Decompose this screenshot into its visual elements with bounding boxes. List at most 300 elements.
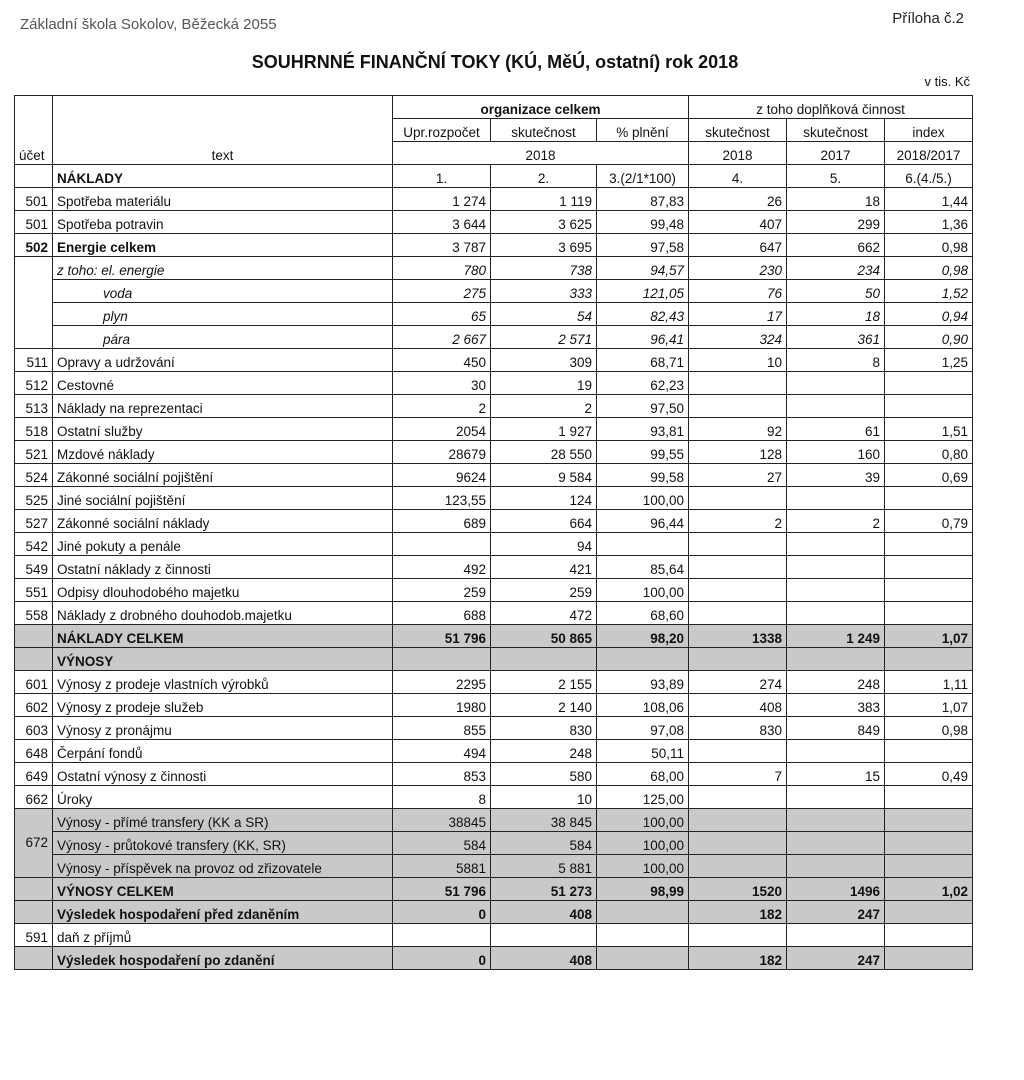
- row-label: Čerpání fondů: [53, 740, 393, 763]
- value-c1: 51 796: [393, 878, 491, 901]
- value-c3: 85,64: [597, 556, 689, 579]
- col-year-b: 2017: [787, 142, 885, 165]
- value-c5: [787, 487, 885, 510]
- value-c4: 17: [689, 303, 787, 326]
- value-c3: 87,83: [597, 188, 689, 211]
- value-c4: 26: [689, 188, 787, 211]
- value-c2: 738: [491, 257, 597, 280]
- school-name: Základní škola Sokolov, Běžecká 2055: [20, 16, 277, 33]
- empty-cell: [885, 901, 973, 924]
- col-budget: Upr.rozpočet: [393, 119, 491, 142]
- value-c3: 93,89: [597, 671, 689, 694]
- row-label: Spotřeba potravin: [53, 211, 393, 234]
- row-label: Výsledek hospodaření před zdaněním: [53, 901, 393, 924]
- column-number-row: [15, 165, 973, 188]
- value-c1: 494: [393, 740, 491, 763]
- value-c4: [689, 533, 787, 556]
- value-c3: 68,00: [597, 763, 689, 786]
- value-c6: [885, 372, 973, 395]
- col-actual-2018: skutečnost: [689, 119, 787, 142]
- empty-cell: [885, 947, 973, 970]
- value-c5: [787, 740, 885, 763]
- empty-cell: [885, 809, 973, 832]
- value-c1: 28679: [393, 441, 491, 464]
- value-c1: 1 274: [393, 188, 491, 211]
- value-c5: [787, 602, 885, 625]
- value-c5: 18: [787, 188, 885, 211]
- empty-cell: [597, 901, 689, 924]
- empty-cell: [689, 648, 787, 671]
- value-c5: 8: [787, 349, 885, 372]
- col-num-5: 5.: [787, 165, 885, 188]
- value-c2: 333: [491, 280, 597, 303]
- value-c2: 19: [491, 372, 597, 395]
- row-label: Výsledek hospodaření po zdanění: [53, 947, 393, 970]
- value-c6: 0,49: [885, 763, 973, 786]
- value-c6: 1,07: [885, 625, 973, 648]
- value-c4: 407: [689, 211, 787, 234]
- col-ucet: účet: [15, 96, 53, 165]
- empty-cell: [393, 924, 491, 947]
- empty-cell: [787, 832, 885, 855]
- account-cell: 649: [15, 763, 53, 786]
- value-c5: 849: [787, 717, 885, 740]
- row-label: Zákonné sociální náklady: [53, 510, 393, 533]
- value-c5: 160: [787, 441, 885, 464]
- row-label: Výnosy - příspěvek na provoz od zřizovatele: [53, 855, 393, 878]
- value-c2: 51 273: [491, 878, 597, 901]
- row-label: pára: [53, 326, 393, 349]
- col-index: index: [885, 119, 973, 142]
- value-c4: 128: [689, 441, 787, 464]
- page-title: SOUHRNNÉ FINANČNÍ TOKY (KÚ, MěÚ, ostatní) rok 2018: [251, 52, 739, 72]
- value-c2: 94: [491, 533, 597, 556]
- value-c3: 108,06: [597, 694, 689, 717]
- table-row: [15, 349, 973, 372]
- value-c5: 383: [787, 694, 885, 717]
- value-c4: [689, 556, 787, 579]
- row-label: Cestovné: [53, 372, 393, 395]
- value-c4: 274: [689, 671, 787, 694]
- value-c5: 2: [787, 510, 885, 533]
- value-c3: 100,00: [597, 832, 689, 855]
- value-c5: 1 249: [787, 625, 885, 648]
- value-c6: 0,90: [885, 326, 973, 349]
- empty-cell: [885, 855, 973, 878]
- table-row: [15, 510, 973, 533]
- value-c2: 9 584: [491, 464, 597, 487]
- row-label: Výnosy z pronájmu: [53, 717, 393, 740]
- tax-row: [15, 924, 973, 947]
- value-c5: 248: [787, 671, 885, 694]
- col-num-2: 2.: [491, 165, 597, 188]
- account-cell: 602: [15, 694, 53, 717]
- value-c2: 54: [491, 303, 597, 326]
- transfer-row: [15, 855, 973, 878]
- account-cell: 527: [15, 510, 53, 533]
- transfer-row: [15, 832, 973, 855]
- value-c2: 38 845: [491, 809, 597, 832]
- value-c1: 275: [393, 280, 491, 303]
- value-c4: 7: [689, 763, 787, 786]
- row-label: Úroky: [53, 786, 393, 809]
- revenues-total-row: [15, 878, 973, 901]
- value-c5: 50: [787, 280, 885, 303]
- empty-cell: [787, 924, 885, 947]
- value-c4: 408: [689, 694, 787, 717]
- header-row-1: [15, 96, 973, 119]
- value-c3: 93,81: [597, 418, 689, 441]
- empty-cell: [885, 924, 973, 947]
- table-row: [15, 602, 973, 625]
- value-c1: 1980: [393, 694, 491, 717]
- value-c2: 2: [491, 395, 597, 418]
- empty-cell: [491, 648, 597, 671]
- value-c6: 0,69: [885, 464, 973, 487]
- value-c4: [689, 602, 787, 625]
- value-c3: 68,71: [597, 349, 689, 372]
- table-row: [15, 717, 973, 740]
- value-c5: 247: [787, 947, 885, 970]
- empty-cell: [15, 165, 53, 188]
- value-c4: 182: [689, 901, 787, 924]
- empty-cell: [393, 648, 491, 671]
- value-c2: 408: [491, 947, 597, 970]
- empty-cell: [787, 648, 885, 671]
- value-c4: [689, 740, 787, 763]
- row-label: Výnosy - přímé transfery (KK a SR): [53, 809, 393, 832]
- table-row: [15, 464, 973, 487]
- value-c3: 97,50: [597, 395, 689, 418]
- value-c4: 182: [689, 947, 787, 970]
- energy-row: [15, 326, 973, 349]
- value-c1: 2295: [393, 671, 491, 694]
- value-c4: 1338: [689, 625, 787, 648]
- value-c3: 68,60: [597, 602, 689, 625]
- col-text: text: [53, 96, 393, 165]
- col-index-years: 2018/2017: [885, 142, 973, 165]
- account-cell: 672: [15, 809, 53, 878]
- table-row: [15, 188, 973, 211]
- transfer-row: [15, 809, 973, 832]
- value-c1: 3 787: [393, 234, 491, 257]
- table-row: [15, 487, 973, 510]
- value-c5: 61: [787, 418, 885, 441]
- value-c3: 96,44: [597, 510, 689, 533]
- value-c1: 5881: [393, 855, 491, 878]
- row-label: Výnosy - průtokové transfery (KK, SR): [53, 832, 393, 855]
- value-c5: 662: [787, 234, 885, 257]
- value-c4: 324: [689, 326, 787, 349]
- value-c2: 2 571: [491, 326, 597, 349]
- empty-cell: [597, 648, 689, 671]
- col-num-3: 3.(2/1*100): [597, 165, 689, 188]
- value-c2: 1 927: [491, 418, 597, 441]
- account-cell: [15, 878, 53, 901]
- value-c5: [787, 786, 885, 809]
- value-c2: 309: [491, 349, 597, 372]
- row-label: Ostatní náklady z činnosti: [53, 556, 393, 579]
- value-c4: 830: [689, 717, 787, 740]
- value-c3: 99,48: [597, 211, 689, 234]
- value-c5: 361: [787, 326, 885, 349]
- account-cell: [15, 947, 53, 970]
- value-c6: 1,25: [885, 349, 973, 372]
- financial-table: [14, 95, 973, 970]
- row-label: VÝNOSY CELKEM: [53, 878, 393, 901]
- value-c3: 100,00: [597, 809, 689, 832]
- value-c1: 689: [393, 510, 491, 533]
- table-row: [15, 740, 973, 763]
- account-cell: [15, 257, 53, 349]
- value-c5: 1496: [787, 878, 885, 901]
- value-c6: 1,44: [885, 188, 973, 211]
- row-label: Jiné sociální pojištění: [53, 487, 393, 510]
- value-c2: 5 881: [491, 855, 597, 878]
- value-c2: 2 155: [491, 671, 597, 694]
- value-c1: 0: [393, 901, 491, 924]
- value-c1: 688: [393, 602, 491, 625]
- account-cell: 648: [15, 740, 53, 763]
- col-actual-2017: skutečnost: [787, 119, 885, 142]
- empty-cell: [787, 809, 885, 832]
- value-c5: 299: [787, 211, 885, 234]
- value-c5: [787, 533, 885, 556]
- value-c6: 0,79: [885, 510, 973, 533]
- annex-label: Příloha č.2: [892, 10, 964, 27]
- account-cell: 524: [15, 464, 53, 487]
- table-row: [15, 579, 973, 602]
- value-c4: 2: [689, 510, 787, 533]
- col-num-6: 6.(4./5.): [885, 165, 973, 188]
- value-c3: 96,41: [597, 326, 689, 349]
- value-c4: 27: [689, 464, 787, 487]
- table-row: [15, 671, 973, 694]
- value-c3: [597, 533, 689, 556]
- value-c4: [689, 579, 787, 602]
- value-c1: 2054: [393, 418, 491, 441]
- account-cell: 549: [15, 556, 53, 579]
- account-cell: 542: [15, 533, 53, 556]
- value-c1: 855: [393, 717, 491, 740]
- value-c1: 780: [393, 257, 491, 280]
- empty-cell: [689, 832, 787, 855]
- value-c5: 18: [787, 303, 885, 326]
- table-row: [15, 556, 973, 579]
- row-label: Opravy a udržování: [53, 349, 393, 372]
- account-cell: 502: [15, 234, 53, 257]
- value-c5: [787, 372, 885, 395]
- col-num-1: 1.: [393, 165, 491, 188]
- value-c6: 0,80: [885, 441, 973, 464]
- row-label: voda: [53, 280, 393, 303]
- value-c3: 50,11: [597, 740, 689, 763]
- value-c5: 234: [787, 257, 885, 280]
- value-c2: 830: [491, 717, 597, 740]
- table-row: [15, 372, 973, 395]
- table-row: [15, 786, 973, 809]
- result-after-tax-row: [15, 947, 973, 970]
- empty-cell: [597, 924, 689, 947]
- unit-label: v tis. Kč: [924, 74, 970, 89]
- row-label: Výnosy z prodeje vlastních výrobků: [53, 671, 393, 694]
- row-label: plyn: [53, 303, 393, 326]
- value-c6: [885, 740, 973, 763]
- table-row: [15, 395, 973, 418]
- value-c1: 2: [393, 395, 491, 418]
- value-c6: 0,98: [885, 257, 973, 280]
- col-actual: skutečnost: [491, 119, 597, 142]
- row-label: Mzdové náklady: [53, 441, 393, 464]
- value-c1: 8: [393, 786, 491, 809]
- value-c2: 421: [491, 556, 597, 579]
- account-cell: [15, 901, 53, 924]
- account-cell: 525: [15, 487, 53, 510]
- value-c1: 38845: [393, 809, 491, 832]
- value-c6: [885, 395, 973, 418]
- value-c2: 584: [491, 832, 597, 855]
- row-label: Výnosy z prodeje služeb: [53, 694, 393, 717]
- value-c6: [885, 786, 973, 809]
- account-cell: 558: [15, 602, 53, 625]
- value-c3: 97,58: [597, 234, 689, 257]
- value-c1: 584: [393, 832, 491, 855]
- value-c2: 472: [491, 602, 597, 625]
- empty-cell: [689, 809, 787, 832]
- value-c4: [689, 487, 787, 510]
- value-c4: [689, 395, 787, 418]
- row-label: Náklady z drobného douhodob.majetku: [53, 602, 393, 625]
- table-row: [15, 694, 973, 717]
- account-cell: 518: [15, 418, 53, 441]
- row-label: z toho: el. energie: [53, 257, 393, 280]
- value-c6: [885, 487, 973, 510]
- value-c6: 1,11: [885, 671, 973, 694]
- value-c2: 259: [491, 579, 597, 602]
- result-before-tax-row: [15, 901, 973, 924]
- account-cell: 662: [15, 786, 53, 809]
- account-cell: [15, 625, 53, 648]
- value-c1: 0: [393, 947, 491, 970]
- value-c6: [885, 602, 973, 625]
- col-percent: % plnění: [597, 119, 689, 142]
- value-c1: 492: [393, 556, 491, 579]
- value-c4: 1520: [689, 878, 787, 901]
- value-c3: 100,00: [597, 579, 689, 602]
- value-c2: 408: [491, 901, 597, 924]
- value-c6: 1,02: [885, 878, 973, 901]
- value-c6: 0,94: [885, 303, 973, 326]
- value-c5: 247: [787, 901, 885, 924]
- value-c1: 450: [393, 349, 491, 372]
- value-c4: 10: [689, 349, 787, 372]
- account-cell: 601: [15, 671, 53, 694]
- value-c1: 65: [393, 303, 491, 326]
- value-c3: 121,05: [597, 280, 689, 303]
- col-num-4: 4.: [689, 165, 787, 188]
- col-group-org: organizace celkem: [393, 96, 689, 119]
- value-c6: [885, 533, 973, 556]
- value-c1: 259: [393, 579, 491, 602]
- empty-cell: [885, 648, 973, 671]
- account-cell: 501: [15, 188, 53, 211]
- row-label: Ostatní výnosy z činnosti: [53, 763, 393, 786]
- empty-cell: [689, 855, 787, 878]
- value-c2: 3 625: [491, 211, 597, 234]
- row-label: NÁKLADY CELKEM: [53, 625, 393, 648]
- value-c1: 3 644: [393, 211, 491, 234]
- value-c6: 0,98: [885, 234, 973, 257]
- value-c6: 1,07: [885, 694, 973, 717]
- value-c4: 92: [689, 418, 787, 441]
- empty-cell: [491, 924, 597, 947]
- value-c3: 97,08: [597, 717, 689, 740]
- energy-row: [15, 280, 973, 303]
- table-row: [15, 211, 973, 234]
- value-c2: 124: [491, 487, 597, 510]
- value-c1: 2 667: [393, 326, 491, 349]
- value-c3: 99,55: [597, 441, 689, 464]
- account-cell: [15, 648, 53, 671]
- value-c2: 664: [491, 510, 597, 533]
- table-row: [15, 533, 973, 556]
- energy-row: [15, 303, 973, 326]
- value-c1: 30: [393, 372, 491, 395]
- value-c2: 580: [491, 763, 597, 786]
- value-c6: [885, 556, 973, 579]
- account-cell: 591: [15, 924, 53, 947]
- value-c3: 99,58: [597, 464, 689, 487]
- value-c6: [885, 579, 973, 602]
- value-c3: 94,57: [597, 257, 689, 280]
- value-c6: 1,36: [885, 211, 973, 234]
- value-c5: [787, 556, 885, 579]
- col-year-a: 2018: [689, 142, 787, 165]
- empty-cell: [787, 855, 885, 878]
- value-c1: 51 796: [393, 625, 491, 648]
- table-row: [15, 441, 973, 464]
- account-cell: 511: [15, 349, 53, 372]
- row-label: Náklady na reprezentaci: [53, 395, 393, 418]
- value-c3: 98,99: [597, 878, 689, 901]
- value-c5: 15: [787, 763, 885, 786]
- section-revenues-label: VÝNOSY: [53, 648, 393, 671]
- account-cell: 603: [15, 717, 53, 740]
- account-cell: 513: [15, 395, 53, 418]
- value-c2: 3 695: [491, 234, 597, 257]
- account-cell: 501: [15, 211, 53, 234]
- value-c2: 28 550: [491, 441, 597, 464]
- value-c3: 100,00: [597, 855, 689, 878]
- value-c6: 1,51: [885, 418, 973, 441]
- value-c4: 76: [689, 280, 787, 303]
- value-c1: 853: [393, 763, 491, 786]
- value-c2: 10: [491, 786, 597, 809]
- account-cell: 551: [15, 579, 53, 602]
- value-c3: 62,23: [597, 372, 689, 395]
- value-c6: 1,52: [885, 280, 973, 303]
- value-c2: 248: [491, 740, 597, 763]
- col-year-org: 2018: [393, 142, 689, 165]
- value-c1: 123,55: [393, 487, 491, 510]
- table-row: [15, 234, 973, 257]
- row-label: Energie celkem: [53, 234, 393, 257]
- col-group-supp: z toho doplňková činnost: [689, 96, 973, 119]
- value-c2: 1 119: [491, 188, 597, 211]
- value-c2: 50 865: [491, 625, 597, 648]
- section-costs-label: NÁKLADY: [53, 165, 393, 188]
- row-label: daň z příjmů: [53, 924, 393, 947]
